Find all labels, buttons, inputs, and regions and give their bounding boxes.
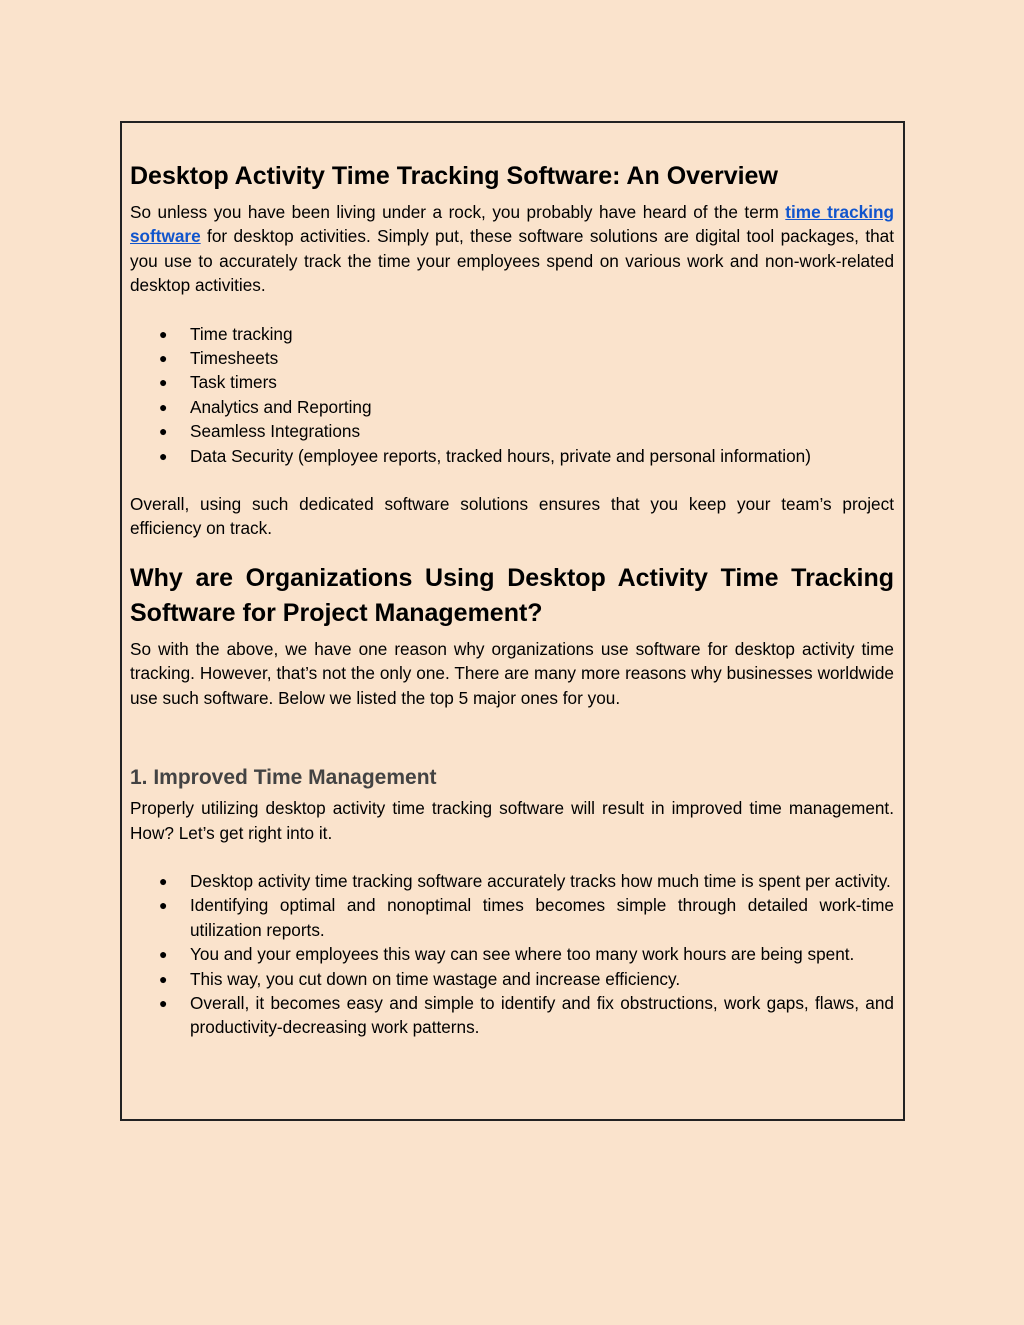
improved-time-management-heading: 1. Improved Time Management: [130, 766, 437, 790]
list-item: ● Data Security (employee reports, tracked hours, private and personal information): [130, 444, 894, 468]
list-item: ● Analytics and Reporting: [130, 395, 894, 419]
list-item: ● Timesheets: [130, 346, 894, 370]
list-item: ● This way, you cut down on time wastage and increase efficiency.: [130, 967, 894, 991]
list-item: ● Desktop activity time tracking software accurately tracks how much time is spent per activity.: [130, 869, 894, 893]
bullet-icon: ●: [159, 946, 168, 963]
improved-time-management-paragraph: Properly utilizing desktop activity time tracking software will result in improved time management. How? Let’s get right into it.: [130, 798, 894, 843]
bullet-icon: ●: [159, 897, 168, 914]
bullet-icon: ●: [159, 350, 168, 367]
list-item: ● Overall, it becomes easy and simple to identify and fix obstructions, work gaps, flaws, and productivity-decreasing work patterns.: [159, 992, 894, 1038]
list-item: ● Seamless Integrations: [130, 419, 894, 443]
why-organizations-heading: Why are Organizations Using Desktop Activity Time Tracking Software for Project Management?: [130, 563, 894, 627]
time-tracking-software-link[interactable]: time tracking software: [130, 202, 894, 247]
document-content: [130, 159, 894, 1064]
overview-heading: Desktop Activity Time Tracking Software: An Overview: [130, 162, 778, 190]
list-item: ● Time tracking: [130, 322, 894, 346]
bullet-icon: ●: [159, 994, 168, 1011]
overview-closing-paragraph: Overall, using such dedicated software solutions ensures that you keep your team’s project efficiency on track.: [130, 494, 894, 539]
bullet-icon: ●: [159, 447, 168, 464]
intro-text-before-link: So unless you have been living under a rock, you probably have heard of the term: [130, 202, 786, 222]
bullet-icon: ●: [159, 398, 168, 415]
overview-intro-paragraph: [130, 200, 894, 298]
bullet-icon: ●: [159, 970, 168, 987]
bullet-icon: ●: [159, 423, 168, 440]
why-organizations-paragraph: So with the above, we have one reason why organizations use software for desktop activity time tracking. However, that’s not the only one. There are many more reasons why businesses worldwide use such software. Below we listed the top 5 major ones for you.: [130, 638, 894, 708]
document-frame: [120, 121, 905, 1121]
time-management-list: [130, 869, 894, 1040]
list-item: ● Identifying optimal and nonoptimal times becomes simple through detailed work-time utilization reports.: [159, 895, 894, 940]
bullet-icon: ●: [159, 325, 168, 342]
list-item: ● Task timers: [130, 370, 894, 394]
bullet-icon: ●: [159, 374, 168, 391]
bullet-icon: ●: [159, 872, 168, 889]
list-item: ● You and your employees this way can see where too many work hours are being spent.: [130, 942, 894, 966]
features-list: [130, 322, 894, 468]
intro-text-after-link: for desktop activities. Simply put, these software solutions are digital tool packages, that you use to accurately track the time your employees spend on various work and non-work-related desktop activities.: [130, 226, 894, 296]
